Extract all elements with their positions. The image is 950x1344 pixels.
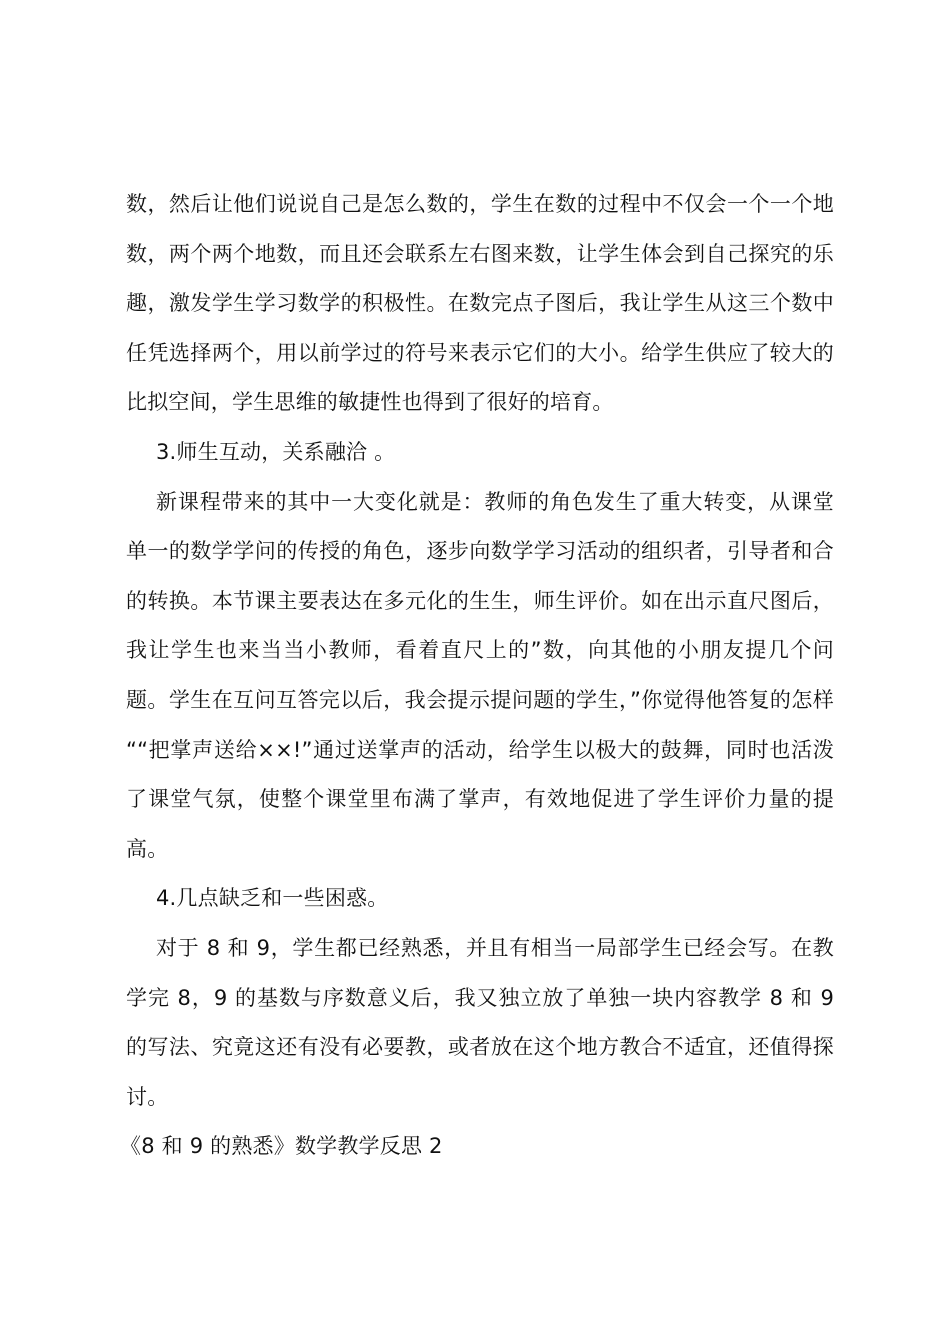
- next-article-title: 《8 和 9 的熟悉》数学教学反思 2: [120, 1134, 443, 1159]
- paragraph-teacher-student-interaction: 新课程带来的其中一大变化就是：教师的角色发生了重大转变，从课堂单一的数学学问的传授的角色，逐步向数学学习活动的组织者，引导者和合的转换。本节课主要表达在多元化的生生，师生评价。如在出示直尺图后，我让学生也来当当小教师，看着直尺上的”数，向其他的小朋友提几个问题。学生在互问互答完以后，我会提示提问题的学生，”你觉得他答复的怎样 ““把掌声送给××!”通过送掌声的活动，给学生以极大的鼓舞，同时也活泼了课堂气氛，使整个课堂里布满了掌声，有效地促进了学生评价力量的提高。: [126, 489, 834, 861]
- document-body: [120, 180, 834, 1172]
- section-heading-3: 3.师生互动，关系融洽 。: [156, 439, 396, 464]
- section-heading-4: 4.几点缺乏和一些困惑。: [156, 886, 389, 911]
- paragraph-continuation: 数，然后让他们说说自己是怎么数的，学生在数的过程中不仅会一个一个地数，两个两个地数，而且还会联系左右图来数，让学生体会到自己探究的乐趣，激发学生学习数学的积极性。在数完点子图后，我让学生从这三个数中任凭选择两个，用以前学过的符号来表示它们的大小。给学生供应了较大的比拟空间，学生思维的敏捷性也得到了很好的培育。: [126, 192, 834, 415]
- paragraph-shortcomings: 对于 8 和 9，学生都已经熟悉，并且有相当一局部学生已经会写。在教学完 8，9 的基数与序数意义后，我又独立放了单独一块内容教学 8 和 9 的写法、究竟这还有没有必要教，或者放在这个地方教合不适宜，还值得探讨。: [126, 935, 834, 1109]
